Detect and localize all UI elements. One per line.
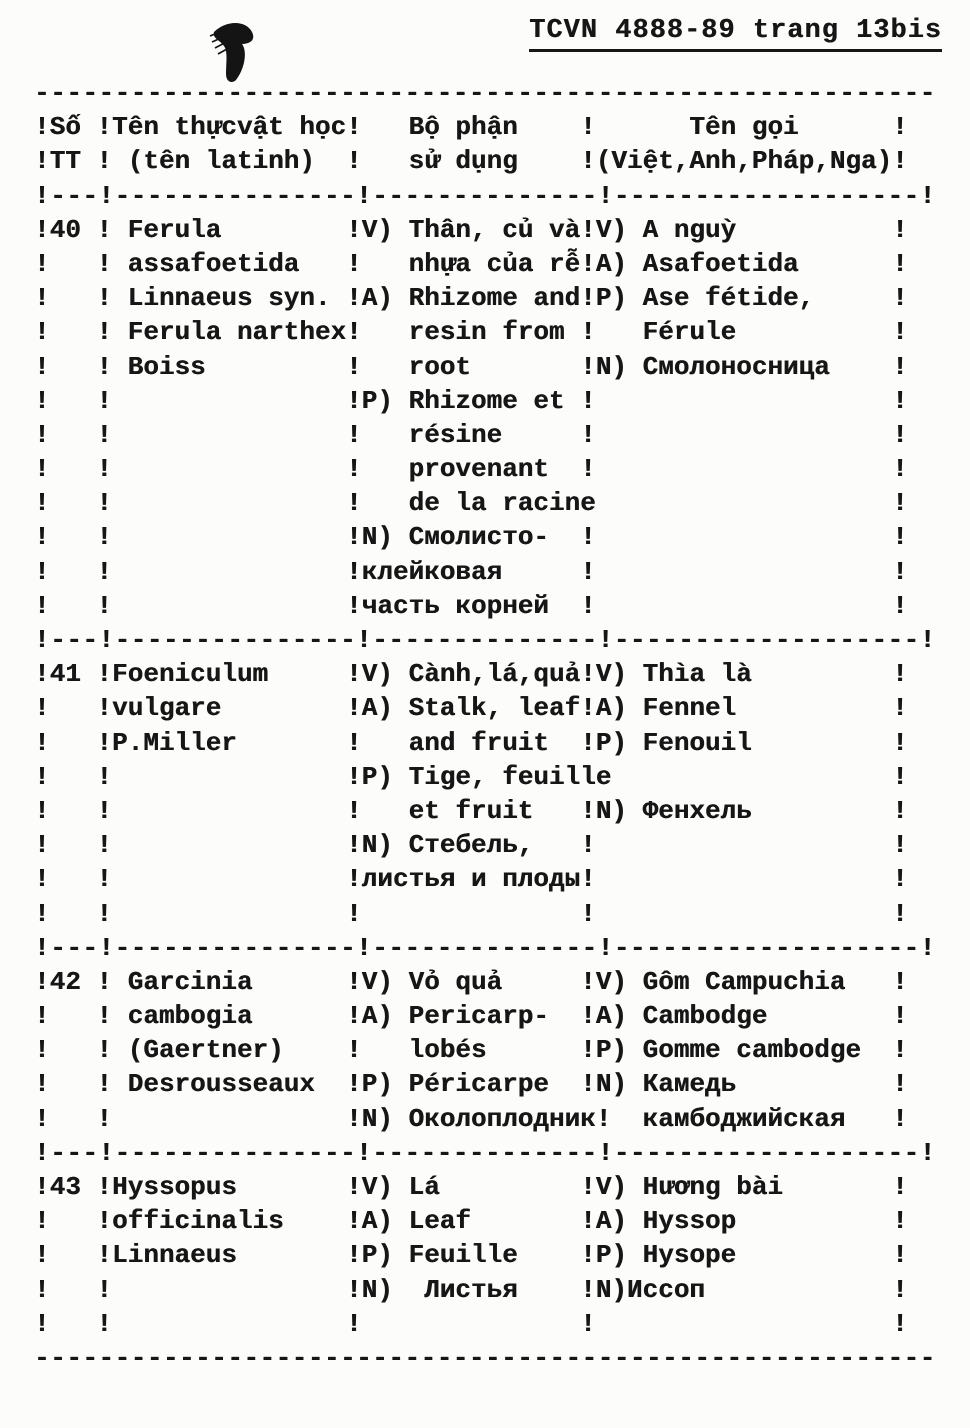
- table-line: ! ! !N) Околоплодник! камбоджийская !: [34, 1103, 908, 1134]
- table-line: ! ! !P) Tige, feuille !: [34, 761, 908, 792]
- table-line: ! ! (Gaertner) ! lobés !P) Gomme cambodge !: [34, 1035, 908, 1066]
- table-line: ! ! ! de la racine !: [34, 488, 908, 519]
- table-line: ! !officinalis !A) Leaf !A) Hyssop !: [34, 1206, 908, 1237]
- table-line: ! ! !P) Rhizome et ! !: [34, 385, 908, 416]
- plant-spice-table: [34, 76, 936, 1375]
- table-line: ! !P.Miller ! and fruit !P) Fenouil !: [34, 727, 908, 758]
- table-line: !---!---------------!--------------!-------------------!: [34, 1137, 936, 1168]
- table-line: ! ! ! ! !: [34, 898, 908, 929]
- table-line: !42 ! Garcinia !V) Vỏ quả !V) Gôm Campuchia !: [34, 966, 908, 997]
- table-line: ! ! !N) Стебель, ! !: [34, 830, 908, 861]
- table-line: !Số !Tên thựcvật học! Bộ phận ! Tên gọi !: [34, 112, 908, 143]
- document-reference: TCVN 4888-89 trang 13bis: [529, 16, 942, 52]
- table-line: ! ! !листья и плоды! !: [34, 864, 908, 895]
- table-line: ! ! Desrousseaux !P) Péricarpe !N) Камедь !: [34, 1069, 908, 1100]
- table-line: !---!---------------!--------------!-------------------!: [34, 180, 936, 211]
- table-line: ! ! Ferula narthex! resin from ! Férule !: [34, 317, 908, 348]
- table-line: ! ! ! résine ! !: [34, 419, 908, 450]
- table-line: ! ! Linnaeus syn. !A) Rhizome and!P) Ase fétide, !: [34, 283, 908, 314]
- table-line: ! ! !N) Листья !N)Иссоп !: [34, 1274, 908, 1305]
- table-line: !43 !Hyssopus !V) Lá !V) Hương bài !: [34, 1172, 908, 1202]
- table-line: ! ! Boiss ! root !N) Смолоносница !: [34, 351, 908, 382]
- table-line: !41 !Foeniculum !V) Cành,lá,quả!V) Thìa là !: [34, 659, 908, 690]
- table-line: ! ! !N) Смолисто- ! !: [34, 522, 908, 553]
- table-line: ! ! !часть корней ! !: [34, 590, 908, 621]
- table-line: --------------------------------------------------------: [34, 1342, 936, 1373]
- table-line: !---!---------------!--------------!-------------------!: [34, 932, 936, 963]
- table-line: ! ! ! et fruit !N) Фенхель !: [34, 795, 908, 826]
- table-line: ! !vulgare !A) Stalk, leaf!A) Fennel !: [34, 693, 908, 724]
- table-line: ! ! ! ! !: [34, 1308, 908, 1339]
- table-line: !---!---------------!--------------!-------------------!: [34, 625, 936, 655]
- table-line: ! ! cambogia !A) Pericarp- !A) Cambodge !: [34, 1001, 908, 1032]
- table-line: !TT ! (tên latinh) ! sử dụng !(Việt,Anh,Pháp,Nga)!: [34, 146, 908, 177]
- table-line: ! ! ! provenant ! !: [34, 454, 908, 485]
- table-line: ! ! !клейковая ! !: [34, 556, 908, 587]
- table-line: !40 ! Ferula !V) Thân, củ và!V) A nguỳ !: [34, 214, 908, 245]
- table-line: ! !Linnaeus !P) Feuille !P) Hysope !: [34, 1240, 908, 1271]
- table-line: ! ! assafoetida ! nhựa của rễ!A) Asafoetida !: [34, 248, 908, 279]
- table-line: --------------------------------------------------------: [34, 78, 936, 108]
